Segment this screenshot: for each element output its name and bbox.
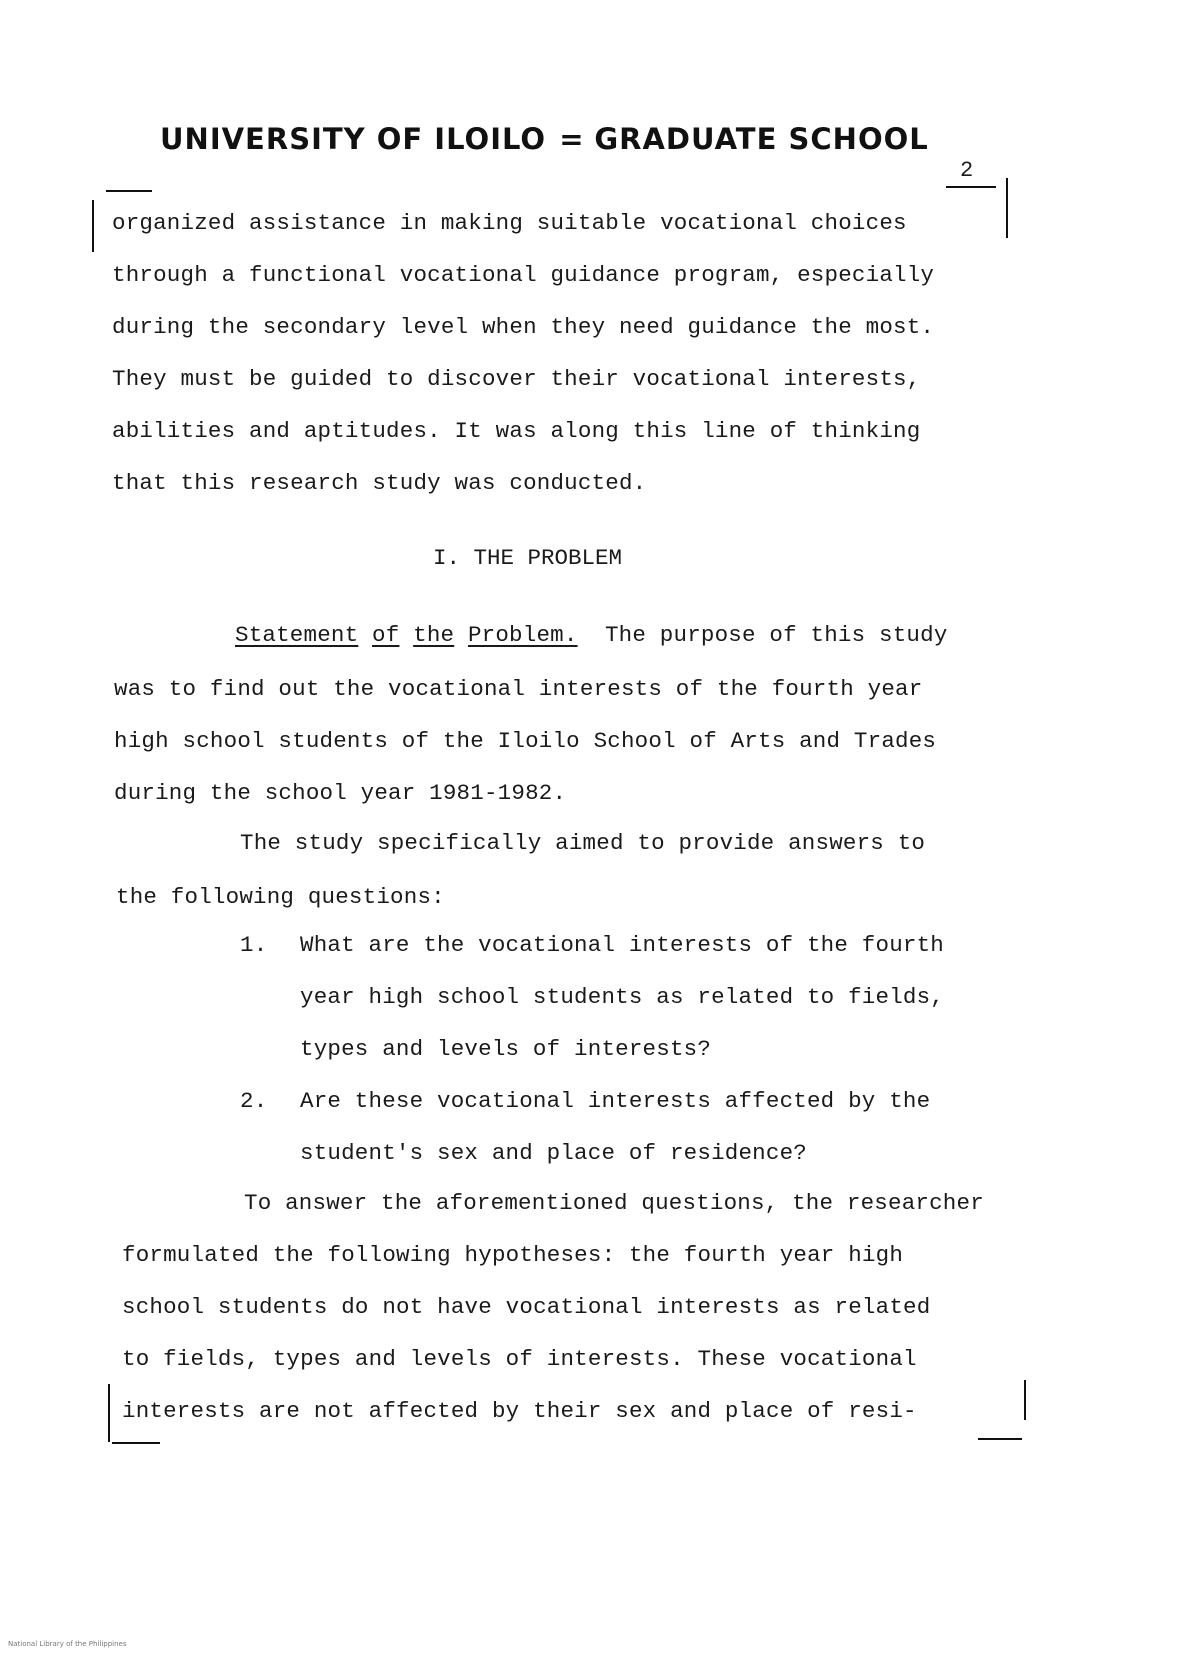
question-2-line-1: Are these vocational interests affected by the	[300, 1088, 931, 1114]
question-1-number: 1.	[240, 932, 268, 958]
intro-line-4: They must be guided to discover their vocational interests,	[112, 366, 921, 392]
hypotheses-line-3: school students do not have vocational interests as related	[122, 1294, 931, 1320]
hypotheses-line-1: To answer the aforementioned questions, the researcher	[244, 1190, 984, 1216]
left-bracket-top	[92, 200, 94, 252]
statement-line-3: high school students of the Iloilo School of Arts and Trades	[114, 728, 937, 754]
right-bracket-top	[1006, 178, 1008, 238]
hypotheses-line-5: interests are not affected by their sex and place of resi-	[122, 1398, 917, 1424]
right-bracket-bottom	[1024, 1380, 1026, 1420]
statement-label-word-1: Statement	[235, 622, 359, 648]
intro-line-2: through a functional vocational guidance program, especially	[112, 262, 935, 288]
page-number-underline	[946, 186, 996, 188]
statement-first-line-rest: The purpose of this study	[604, 622, 948, 648]
intro-line-5: abilities and aptitudes. It was along this line of thinking	[112, 418, 921, 444]
question-1-line-3: types and levels of interests?	[300, 1036, 712, 1062]
statement-label-word-4: Problem.	[467, 622, 578, 648]
statement-label-word-2: of	[372, 622, 400, 648]
page-number: 2	[960, 158, 974, 183]
question-1-line-1: What are the vocational interests of the fourth	[300, 932, 945, 958]
header-separator: =	[559, 122, 585, 156]
questions-intro-line-1: The study specifically aimed to provide answers to	[240, 830, 926, 856]
header-university: UNIVERSITY OF ILOILO	[160, 122, 547, 156]
question-1-line-2: year high school students as related to fields,	[300, 984, 945, 1010]
question-2-number: 2.	[240, 1088, 268, 1114]
intro-line-1: organized assistance in making suitable vocational choices	[112, 210, 907, 236]
statement-label-word-3: the	[413, 622, 455, 648]
statement-line-4: during the school year 1981-1982.	[114, 780, 567, 806]
header-school: GRADUATE SCHOOL	[594, 122, 929, 156]
statement-first-line	[235, 622, 948, 648]
scan-footer: National Library of the Philippines	[8, 1640, 127, 1648]
questions-intro-line-2: the following questions:	[116, 884, 445, 910]
intro-line-3: during the secondary level when they need guidance the most.	[112, 314, 935, 340]
hypotheses-line-4: to fields, types and levels of interests. These vocational	[122, 1346, 917, 1372]
page-header	[160, 122, 960, 156]
bottom-left-mark	[112, 1442, 160, 1444]
intro-line-6: that this research study was conducted.	[112, 470, 647, 496]
top-left-mark	[106, 190, 152, 192]
left-bracket-bottom	[108, 1384, 110, 1442]
statement-line-2: was to find out the vocational interests of the fourth year	[114, 676, 923, 702]
bottom-right-mark	[978, 1438, 1022, 1440]
hypotheses-line-2: formulated the following hypotheses: the fourth year high	[122, 1242, 904, 1268]
question-2-line-2: student's sex and place of residence?	[300, 1140, 807, 1166]
section-heading: I. THE PROBLEM	[433, 545, 623, 571]
